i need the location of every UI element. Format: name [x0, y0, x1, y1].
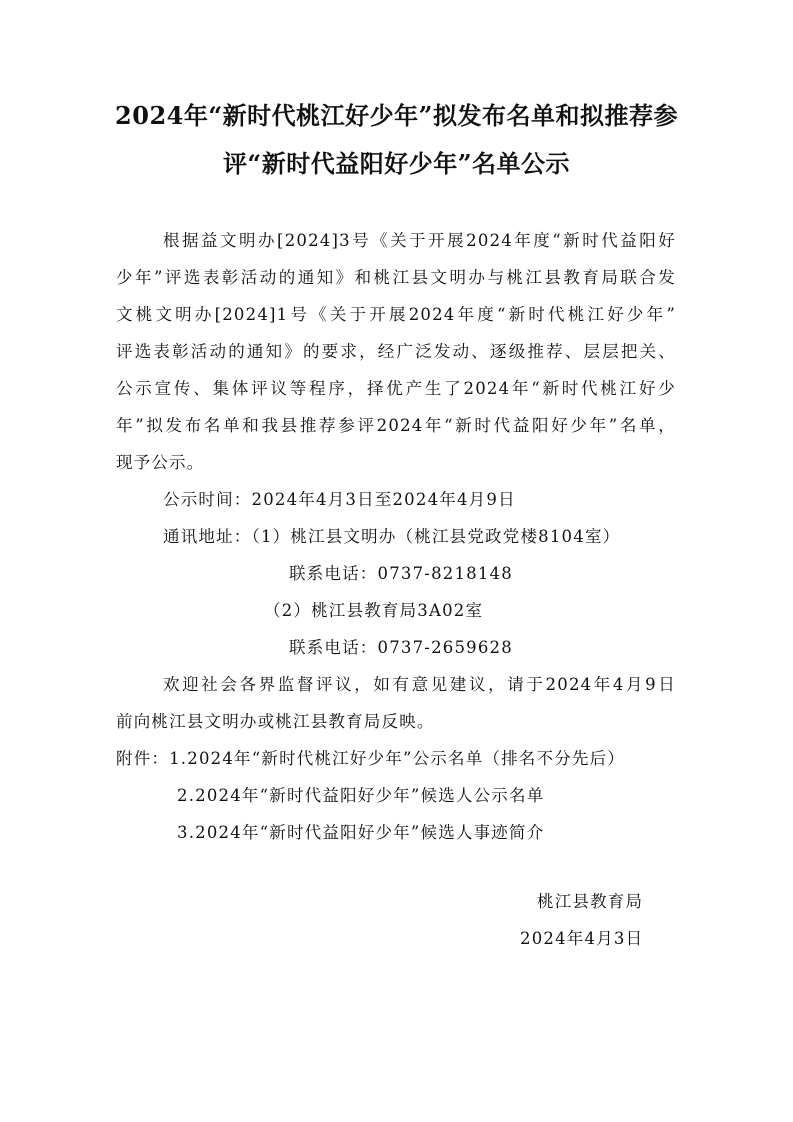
welcome-line-2: 前向桃江县文明办或桃江县教育局反映。: [116, 712, 435, 731]
document-title-line-1: 2024年“新时代桃江好少年”拟发布名单和拟推荐参: [115, 101, 678, 130]
intro-line-7: 现予公示。: [116, 453, 205, 472]
attachment-item-3: 3.2024年“新时代益阳好少年”候选人事迹简介: [177, 823, 545, 842]
contact-phone-1: 联系电话：0737-8218148: [289, 564, 513, 583]
intro-line-1: 根据益文明办[2024]3号《关于开展2024年度“新时代益阳好: [163, 231, 676, 250]
welcome-line-1: 欢迎社会各界监督评议，如有意见建议，请于2024年4月9日: [163, 675, 676, 694]
signature-org: 桃江县教育局: [537, 892, 644, 911]
contact-address-2: （2）桃江县教育局3A02室: [264, 601, 484, 620]
intro-line-2: 少年”评选表彰活动的通知》和桃江县文明办与桃江县教育局联合发: [116, 268, 676, 287]
contact-phone-2: 联系电话：0737-2659628: [289, 638, 513, 657]
signature-date: 2024年4月3日: [520, 929, 644, 948]
contact-address-1: 通讯地址：（1）桃江县文明办（桃江县党政党楼8104室）: [163, 527, 621, 546]
intro-line-6: 年”拟发布名单和我县推荐参评2024年“新时代益阳好少年”名单，: [116, 416, 676, 435]
attachment-item-1: 附件：1.2024年“新时代桃江好少年”公示名单（排名不分先后）: [116, 749, 626, 768]
intro-line-4: 评选表彰活动的通知》的要求，经广泛发动、逐级推荐、层层把关、: [116, 342, 676, 361]
intro-line-5: 公示宣传、集体评议等程序，择优产生了2024年“新时代桃江好少: [116, 379, 676, 398]
notice-period: 公示时间：2024年4月3日至2024年4月9日: [163, 490, 516, 509]
intro-line-3: 文桃文明办[2024]1号《关于开展2024年度“新时代桃江好少年”: [116, 305, 676, 324]
document-title-line-2: 评“新时代益阳好少年”名单公示: [222, 149, 571, 178]
attachment-item-2: 2.2024年“新时代益阳好少年”候选人公示名单: [177, 786, 545, 805]
